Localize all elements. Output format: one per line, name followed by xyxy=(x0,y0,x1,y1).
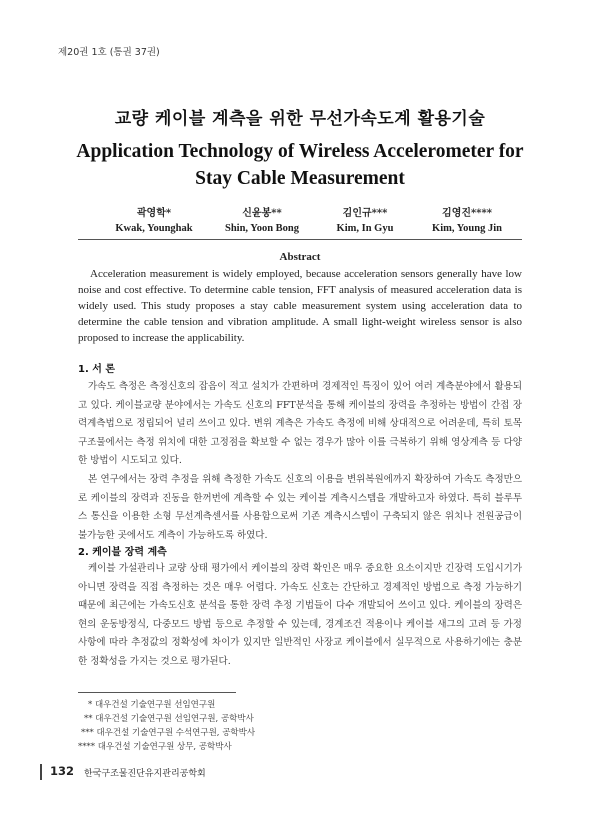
footer-bar xyxy=(40,764,42,780)
footnote-3: *** 대우건설 기술연구원 수석연구원, 공학박사 xyxy=(81,728,256,738)
author-4 xyxy=(412,204,522,234)
footnotes xyxy=(78,698,522,754)
section-1-heading: 1. 서 론 xyxy=(78,364,116,375)
author-1-korean: 곽영학* xyxy=(136,208,172,219)
author-3-english: Kim, In Gyu xyxy=(336,223,394,234)
author-divider xyxy=(78,239,522,240)
section-2-body xyxy=(78,560,522,672)
author-3 xyxy=(320,204,410,234)
author-1-english: Kwak, Younghak xyxy=(115,223,193,234)
section-2-paragraph-1: 케이블 가설관리나 교량 상태 평가에서 케이블의 장력 확인은 매우 중요한 요소이지만 긴장력 도입시기가 아니면 장력을 직접 측정하는 것은 매우 어렵다. 가속도 신호는 간단하고 경제적인 방법으로 측정 가능하기 때문에 최근에는 가속도신호 분석을 통한 장력 추정 기법들이 다수 개발되어 쓰이고 있다. 케이블의 장력은 현의 운동방정식, 다중모드 방법 등으로 추정할 수 있는데, 경계조건 적용이나 케이블 새그의 고려 등 가정 사항에 따라 추정값의 정확성에 차이가 있지만 일반적인 사장교 케이블에서 실무적으로 사용하기에는 충분한 정확성을 가지는 것으로 평가된다. xyxy=(78,563,522,667)
page-number: 132 xyxy=(50,764,75,778)
title-english: Application Technology of Wireless Accelerometer for Stay Cable Measurement xyxy=(76,141,524,189)
section-1-paragraph-2: 본 연구에서는 장력 추정을 위해 측정한 가속도 신호의 이용을 변위복원에까지 확장하여 가속도 측정만으로 케이블의 장력과 진동을 한꺼번에 계측할 수 있는 케이블 계측시스템을 개발하고자 하였다. 특히 블루투스 통신을 이용한 소형 무선계측센서를 사용함으로써 기존 계측시스템이 구축되지 않은 위치나 전원공급이 불가능한 곳에서도 계측이 가능하도록 하였다. xyxy=(78,473,522,541)
author-2-english: Shin, Yoon Bong xyxy=(224,223,300,234)
section-1-body xyxy=(78,378,522,545)
footnote-1: * 대우건설 기술연구원 선임연구원 xyxy=(88,700,216,710)
abstract-text: Acceleration measurement is widely employed, because acceleration sensors generally have low noise and cost effective. To determine cable tension, FFT analysis of measured acceleration data is widely used. This study proposes a stay cable measurement system using acceleration data to determine the cable tension and vibration amplitude. A small light-weight wireless sensor is also proposed to increase the applicability. xyxy=(78,268,522,344)
author-4-english: Kim, Young Jin xyxy=(432,223,502,234)
footnote-2: ** 대우건설 기술연구원 선임연구원, 공학박사 xyxy=(84,714,254,724)
abstract-heading: Abstract xyxy=(279,251,321,263)
journal-name: 한국구조물진단유지관리공학회 xyxy=(84,769,206,779)
section-2-heading: 2. 케이블 장력 계측 xyxy=(78,547,167,558)
section-1-paragraph-1: 가속도 측정은 측정신호의 잡음이 적고 설치가 간편하며 경제적인 특징이 있어 여러 계측분야에서 활용되고 있다. 케이블교량 분야에서는 가속도 신호의 FFT분석을 통해 케이블의 장력을 추정하는 방법이 간접 장력계측법으로 정립되어 널리 쓰이고 있다. 변위 계측은 가속도 측정에 비해 상대적으로 어려운데, 특히 토목구조물에서는 측정 위치에 대한 고정점을 확보할 수 없는 경우가 많아 이를 극복하기 위해 영상계측 등 다양한 방법이 시도되고 있다. xyxy=(78,381,522,467)
author-4-korean: 김영진**** xyxy=(442,208,492,219)
author-2 xyxy=(212,204,312,234)
author-2-korean: 신윤봉** xyxy=(242,208,282,219)
author-1 xyxy=(106,204,202,234)
footnote-divider xyxy=(78,692,236,693)
footnote-4: **** 대우건설 기술연구원 상무, 공학박사 xyxy=(78,742,232,752)
author-3-korean: 김인규*** xyxy=(342,208,388,219)
title-korean: 교량 케이블 계측을 위한 무선가속도계 활용기술 xyxy=(114,109,486,129)
journal-issue-header: 제20권 1호 (통권 37권) xyxy=(58,47,160,58)
